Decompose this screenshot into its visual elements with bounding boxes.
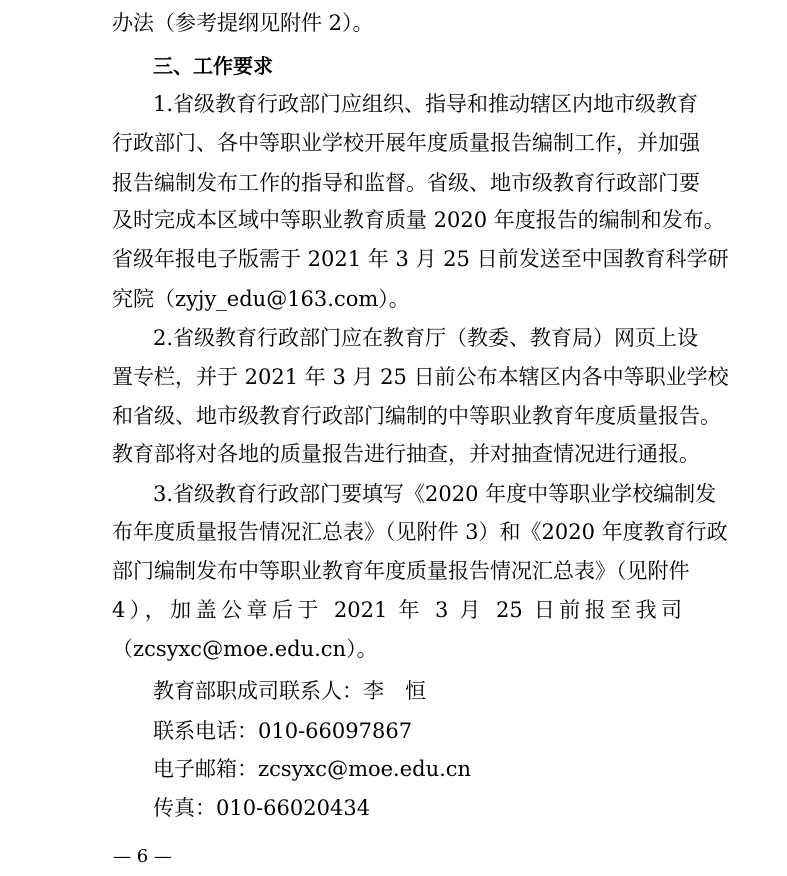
paragraph-1-line-6: 究院（zyjy_edu@163.com）。	[112, 287, 410, 311]
page-number: — 6 —	[113, 846, 172, 867]
contact-person: 教育部职成司联系人：李 恒	[153, 679, 426, 703]
paragraph-1-line-1: 1.省级教育行政部门应组织、指导和推动辖区内地市级教育	[153, 92, 699, 116]
paragraph-1-line-5: 省级年报电子版需于 2021 年 3 月 25 日前发送至中国教育科学研	[112, 247, 729, 271]
contact-email: 电子邮箱：zcsyxc@moe.edu.cn	[153, 757, 472, 781]
paragraph-2-line-4: 教育部将对各地的质量报告进行抽查，并对抽查情况进行通报。	[112, 442, 700, 466]
paragraph-2-line-2: 置专栏，并于 2021 年 3 月 25 日前公布本辖区内各中等职业学校	[112, 365, 729, 389]
paragraph-3-line-1: 3.省级教育行政部门要填写《2020 年度中等职业学校编制发	[153, 482, 717, 506]
paragraph-3-line-4: 4），加盖公章后于 2021 年 3 月 25 日前报至我司	[112, 598, 682, 622]
text-line-continuation: 办法（参考提纲见附件 2）。	[112, 11, 374, 35]
paragraph-2-line-3: 和省级、地市级教育行政部门编制的中等职业教育年度质量报告。	[112, 404, 721, 428]
paragraph-3-line-2: 布年度质量报告情况汇总表》（见附件 3）和《2020 年度教育行政	[112, 520, 728, 544]
paragraph-1-line-2: 行政部门、各中等职业学校开展年度质量报告编制工作，并加强	[112, 131, 700, 155]
paragraph-1-line-4: 及时完成本区域中等职业教育质量 2020 年度报告的编制和发布。	[112, 208, 725, 232]
paragraph-2-line-1: 2.省级教育行政部门应在教育厅（教委、教育局）网页上设	[153, 326, 699, 350]
contact-fax: 传真：010-66020434	[153, 796, 371, 820]
section-heading: 三、工作要求	[153, 54, 273, 78]
contact-phone: 联系电话：010-66097867	[153, 719, 413, 743]
paragraph-3-line-5: （zcsyxc@moe.edu.cn）。	[112, 637, 378, 661]
paragraph-1-line-3: 报告编制发布工作的指导和监督。省级、地市级教育行政部门要	[112, 171, 700, 195]
paragraph-3-line-3: 部门编制发布中等职业教育年度质量报告情况汇总表》（见附件	[112, 559, 690, 583]
